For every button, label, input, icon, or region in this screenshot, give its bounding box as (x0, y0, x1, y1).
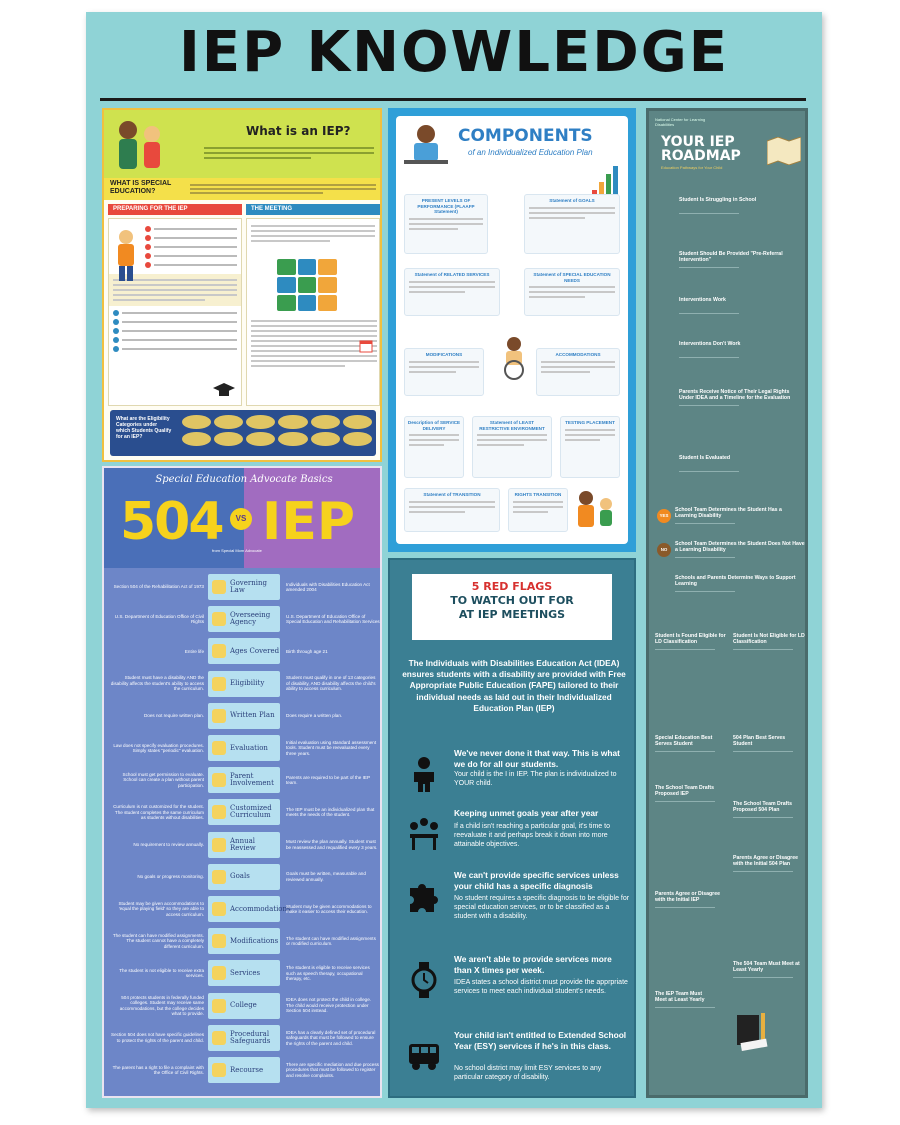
red-flag-item (400, 870, 632, 930)
red-flag-item (400, 748, 632, 808)
comparison-504-cell: The student can have modified assignments. The student cannot have a completely different curriculum. (112, 932, 204, 949)
comparison-504-cell: Does not require written plan. (143, 713, 204, 719)
roadmap-step: Student Should Be Provided "Pre-Referral Intervention" (679, 251, 783, 263)
comparison-504-cell: 504 protects students in federally funded colleges. Student may receive same accommodations, but the college decides what to provide. (119, 994, 204, 1017)
comparison-iep-cell: The student can have modified assignments or modified curriculum. (286, 935, 376, 947)
category-label: Annual Review (230, 836, 256, 852)
red-flag-body: IDEA states a school district must provide the apprpriate services to meet each individual student's needs. (454, 979, 628, 995)
page-title: IEP KNOWLEDGE (179, 20, 729, 85)
puzzle-piece-icon (406, 878, 442, 914)
eligibility-question: What are the Eligibility Categories under which Students Qualify for an IEP? (116, 416, 172, 440)
comparison-category (208, 896, 291, 922)
comparison-504-cell: No goals or progress monitoring. (137, 874, 204, 880)
comparison-iep-cell: Goals must be written, measurable and reviewed annually. (286, 871, 366, 882)
comparison-category (208, 864, 280, 890)
meeting-header: THE MEETING (246, 204, 380, 215)
comparison-category (208, 703, 280, 729)
component-card (404, 348, 484, 396)
504-vs-iep-header (104, 468, 382, 568)
roadmap-divider (679, 313, 739, 314)
student-illustration-icon (111, 229, 141, 283)
comparison-row (104, 958, 382, 988)
comparison-category (208, 832, 280, 858)
category-label: College (230, 1001, 257, 1010)
roadmap-divider (675, 523, 735, 524)
roadmap-divider (733, 649, 793, 650)
roadmap-divider (679, 357, 739, 358)
roadmap-step: The School Team Drafts Proposed IEP (655, 785, 714, 797)
roadmap-step: Student Is Found Eligible for LD Classification (655, 633, 726, 645)
comparison-iep-cell: The IEP must be an individualized plan that meets the needs of the student. (286, 806, 375, 818)
notebook-pen-icon (733, 1011, 773, 1051)
red-flags-title (412, 574, 612, 640)
category-icon (212, 870, 226, 884)
roadmap-divider (655, 907, 715, 908)
ncld-logo: National Center for Learning Disabilities (655, 117, 706, 127)
roadmap-step: School Team Determines the Student Does Not Have a Learning Disability (675, 541, 805, 553)
component-title: Statement of RELATED SERVICES (414, 272, 490, 277)
roadmap-step: Interventions Work (679, 297, 726, 303)
category-icon (212, 999, 226, 1013)
roadmap-title (661, 135, 741, 163)
comparison-row (104, 1023, 382, 1053)
504-vs-iep-panel (102, 466, 382, 1098)
roadmap-step: Special Education Best Serves Student (655, 735, 713, 747)
comparison-row (104, 862, 382, 892)
category-label: Goals (230, 872, 250, 881)
comparison-iep-cell: Birth through age 21 (286, 648, 328, 654)
component-card (560, 416, 620, 478)
roadmap-divider (655, 801, 715, 802)
category-icon (212, 709, 226, 723)
roadmap-step: Parents Receive Notice of Their Legal Rights Under IDEA and a Timeline for the Evaluation (679, 389, 791, 401)
roadmap-divider (733, 751, 793, 752)
comparison-504-cell: School must get permission to evaluate. School can create a plan without parent participation. (122, 771, 204, 788)
category-icon (212, 934, 226, 948)
roadmap-divider (675, 591, 735, 592)
roadmap-step: Parents Agree or Disagree with the Initial 504 Plan (733, 855, 798, 867)
advocate-subtitle: Special Education Advocate Basics (155, 474, 333, 485)
comparison-iep-cell: Initial evaluation using standard assessment tools. Student must be reevaluated every three years. (286, 739, 377, 756)
comparison-category (208, 606, 280, 632)
wheelchair-student-icon (494, 336, 534, 380)
component-card (404, 268, 500, 316)
comparison-category (208, 1057, 280, 1083)
red-flags-panel (388, 558, 636, 1098)
roadmap-divider (679, 267, 739, 268)
eligibility-icons (182, 415, 372, 446)
what-is-iep-panel (102, 108, 382, 462)
comparison-category (208, 993, 280, 1019)
roadmap-divider (655, 1007, 715, 1008)
component-title: Statement of GOALS (549, 198, 595, 203)
comparison-504-cell: The parent has a right to file a complaint with the Office of Civil Rights. (112, 1064, 204, 1075)
category-label: Customized Curriculum (230, 804, 272, 820)
iep-label: IEP (262, 492, 355, 552)
category-icon (212, 1063, 226, 1077)
category-label: Services (230, 968, 261, 977)
roadmap-step: 504 Plan Best Serves Student (733, 735, 786, 747)
comparison-504-cell: The student is not eligible to receive extra services. (119, 967, 204, 979)
comparison-row (104, 991, 382, 1021)
category-icon (212, 902, 226, 916)
teacher-illustration-icon (110, 114, 170, 176)
title-divider (100, 98, 806, 101)
roadmap-panel (646, 108, 808, 1098)
category-label: Modifications (230, 936, 279, 945)
roadmap-step: Interventions Don't Work (679, 341, 741, 347)
poster (86, 12, 822, 1108)
roadmap-step: Schools and Parents Determine Ways to Support Learning (675, 575, 796, 587)
red-flags-title-line2: TO WATCH OUT FOR (450, 594, 574, 607)
meeting-content (246, 218, 380, 406)
preparing-content (108, 218, 242, 406)
red-flag-item (400, 1030, 632, 1090)
wristwatch-icon (406, 962, 442, 998)
meeting-team-grid (277, 259, 337, 311)
vs-badge: VS (230, 508, 252, 530)
category-label: Procedural Safeguards (230, 1029, 271, 1045)
category-icon (212, 773, 226, 787)
roadmap-step: The 504 Team Must Meet at Least Yearly (733, 961, 800, 973)
red-flag-heading: We've never done it that way. This is what we do for all our students. (454, 748, 620, 769)
roadmap-title-line1: YOUR IEP (661, 134, 735, 150)
component-title: Statement of SPECIAL EDUCATION NEEDS (533, 272, 611, 283)
yes-badge: YES (657, 509, 671, 523)
red-flag-heading: We can't provide specific services unless your child has a specific diagnosis (454, 870, 619, 891)
comparison-504-cell: Section 504 does not have specific guidelines to protect the rights of the parent and child. (111, 1032, 204, 1043)
red-flags-intro: The Individuals with Disabilities Education Act (IDEA) ensures students with a disability are provided with Free Appropriate Public Education (FAPE) tailored to their individual needs as laid out in their Individualized Education Plan (IEP) (402, 658, 626, 713)
component-title: PRESENT LEVELS OF PERFORMANCE (PLAAFP Statement) (417, 198, 475, 214)
component-card (536, 348, 620, 396)
roadmap-step: School Team Determines the Student Has a Learning Disability (675, 507, 782, 519)
roadmap-step: Student Is Not Eligible for LD Classification (733, 633, 805, 645)
red-flag-body: Your child is the I in IEP. The plan is individualized to YOUR child. (454, 771, 617, 787)
comparison-row (104, 636, 382, 666)
comparison-iep-cell: The student is eligible to receive services such as speech therapy, occupational therapy, etc. (286, 965, 370, 982)
category-label: Evaluation (230, 743, 268, 752)
component-card (404, 416, 464, 478)
comparison-category (208, 960, 280, 986)
component-title: RIGHTS TRANSITION (514, 492, 562, 497)
comparison-504-cell: Curriculum is not customized for the student. The student completes the same curriculum as students without disabilities. (113, 804, 204, 821)
school-bus-icon (406, 1038, 442, 1074)
comparison-row (104, 669, 382, 699)
advocate-credit: from Special Mom Advocate (212, 548, 262, 553)
category-icon (212, 1031, 226, 1045)
504-label: 504 (120, 492, 223, 552)
red-flag-body: No school district may limit ESY services to any particular category of disability. (454, 1065, 602, 1081)
comparison-row (104, 894, 382, 924)
comparison-iep-cell: U.S. Department of Education Office of Special Education and Rehabilitation Services (286, 613, 380, 625)
classroom-icon (406, 816, 442, 852)
components-card (396, 116, 628, 544)
red-flag-heading: Keeping unmet goals year after year (454, 808, 599, 818)
category-label: Parent Involvement (230, 772, 274, 788)
category-label: Accommodations (230, 904, 291, 913)
roadmap-divider (733, 977, 793, 978)
preparing-header: PREPARING FOR THE IEP (108, 204, 242, 215)
comparison-iep-cell: Parents are required to be part of the IEP team. (286, 774, 370, 786)
components-title: COMPONENTS (458, 126, 593, 146)
comparison-row (104, 701, 382, 731)
category-label: Eligibility (230, 679, 265, 688)
comparison-row (104, 572, 382, 602)
component-card (524, 194, 620, 254)
category-label: Overseeing Agency (230, 611, 271, 627)
roadmap-divider (655, 751, 715, 752)
desk-illustration-icon (400, 120, 452, 172)
component-title: MODIFICATIONS (425, 352, 463, 357)
component-title: Statement of LEAST RESTRICTIVE ENVIRONMENT (479, 420, 545, 431)
comparison-504-cell: Student must have a disability AND the disability affects the student's ability to access the curriculum. (110, 675, 204, 692)
what-is-header (104, 110, 382, 178)
red-flag-body: No student requires a specific diagnosis to be eligible for special education services, or to be classified as a student with a disability. (454, 895, 630, 920)
special-ed-band (104, 178, 382, 200)
red-flag-heading: We aren't able to provide services more than X times per week. (454, 954, 612, 975)
red-flag-item (400, 954, 632, 1014)
roadmap-step: Parents Agree or Disagree with the Initial IEP (655, 891, 720, 903)
comparison-row (104, 926, 382, 956)
special-ed-heading: WHAT IS SPECIAL EDUCATION? (110, 180, 172, 195)
roadmap-step: Student Is Evaluated (679, 455, 731, 461)
roadmap-divider (655, 649, 715, 650)
category-icon (212, 805, 226, 819)
category-label: Recourse (230, 1065, 264, 1074)
roadmap-divider (675, 557, 735, 558)
category-label: Governing Law (230, 579, 267, 594)
roadmap-subtitle: Education Pathways for Your Child (661, 165, 723, 170)
comparison-504-cell: U.S. Department of Education Office of Civil Rights (114, 613, 204, 625)
comparison-504-cell: Law does not specify evaluation procedures. Simply states "periodic" evaluation. (113, 742, 204, 753)
category-icon (212, 644, 226, 658)
category-label: Ages Covered (230, 646, 280, 655)
category-label: Written Plan (230, 711, 275, 720)
component-card (508, 488, 568, 532)
comparison-iep-cell: IDEA does not protect the child in college. The child would receive protection under Section 504 instead. (286, 997, 372, 1014)
roadmap-step: The School Team Drafts Proposed 504 Plan (733, 801, 792, 813)
component-card (404, 488, 500, 532)
comparison-iep-cell: Must review the plan annually. Student must be reassessed and requalified every 3 years. (286, 839, 378, 850)
comparison-iep-cell: Does require a written plan. (286, 713, 343, 719)
comparison-row (104, 1055, 382, 1085)
component-card (404, 194, 488, 254)
comparison-category (208, 767, 280, 793)
component-card (524, 268, 620, 316)
comparison-row (104, 797, 382, 827)
component-title: ACCOMMODATIONS (555, 352, 601, 357)
roadmap-step: The IEP Team Must Meet at Least Yearly (655, 991, 705, 1003)
roadmap-divider (679, 405, 739, 406)
component-title: TESTING PLACEMENT (565, 420, 615, 425)
calendar-icon (359, 339, 373, 353)
comparison-iep-cell: There are specific mediation and due process procedures that must be followed to register and resolve complaints. (286, 1061, 379, 1078)
component-title: Description of SERVICE DELIVERY (407, 420, 461, 431)
teacher-student-icon (572, 490, 620, 534)
comparison-category (208, 671, 280, 697)
roadmap-step: Student Is Struggling in School (679, 197, 757, 203)
comparison-category (208, 1025, 280, 1051)
components-subtitle: of an Individualized Education Plan (468, 148, 593, 157)
comparison-iep-cell: Individuals with Disabilities Education Act amended 2004 (286, 581, 370, 592)
comparison-category (208, 928, 280, 954)
comparison-category (208, 735, 280, 761)
comparison-category (208, 799, 280, 825)
graduation-cap-icon (213, 383, 235, 399)
comparison-row (104, 604, 382, 634)
comparison-iep-cell: IDEA has a clearly defined set of procedural safeguards that must be followed to ensure the rights of the parent and child. (286, 1029, 376, 1046)
category-icon (212, 612, 226, 626)
map-icon (767, 137, 801, 165)
red-flags-title-line1: 5 RED FLAGS (471, 580, 553, 593)
roadmap-divider (733, 871, 793, 872)
category-icon (212, 677, 226, 691)
comparison-504-cell: Entire life (184, 648, 204, 654)
what-is-heading: What is an IEP? (246, 124, 351, 138)
eligibility-categories (110, 410, 376, 456)
red-flag-heading: Your child isn't entitled to Extended School Year (ESY) services if he's in this class. (454, 1030, 627, 1051)
comparison-iep-cell: Student must qualify in one of 13 categories of disability, AND disability affects the child's ability to access curriculum. (286, 675, 376, 692)
category-icon (212, 741, 226, 755)
category-icon (212, 580, 226, 594)
roadmap-divider (679, 213, 739, 214)
comparison-row (104, 765, 382, 795)
comparison-504-cell: No requirement to review annually. (133, 841, 204, 847)
comparison-504-cell: Student may be given accommodations to 'equal the playing field' so they are able to access curriculum. (118, 900, 204, 917)
component-card (472, 416, 552, 478)
comparison-row (104, 830, 382, 860)
comparison-504-cell: Section 504 of the Rehabilitation Act of 1973 (113, 584, 204, 590)
roadmap-title-line2: ROADMAP (661, 148, 741, 164)
comparison-iep-cell: Student may be given accommodations to make it easier to access their education. (286, 903, 372, 914)
person-icon (406, 756, 442, 792)
comparison-category (208, 574, 280, 600)
red-flag-item (400, 808, 632, 868)
red-flag-body: If a child isn't reaching a particular goal, it's time to reevaluate it and perhaps break it down into more attainable objectives. (454, 823, 610, 848)
roadmap-divider (733, 817, 793, 818)
category-icon (212, 966, 226, 980)
roadmap-divider (679, 471, 739, 472)
component-title: Statement of TRANSITION (423, 492, 481, 497)
no-badge: NO (657, 543, 671, 557)
comparison-row (104, 733, 382, 763)
comparison-category (208, 638, 280, 664)
category-icon (212, 838, 226, 852)
components-panel (388, 108, 636, 552)
red-flags-title-line3: AT IEP MEETINGS (458, 608, 566, 621)
